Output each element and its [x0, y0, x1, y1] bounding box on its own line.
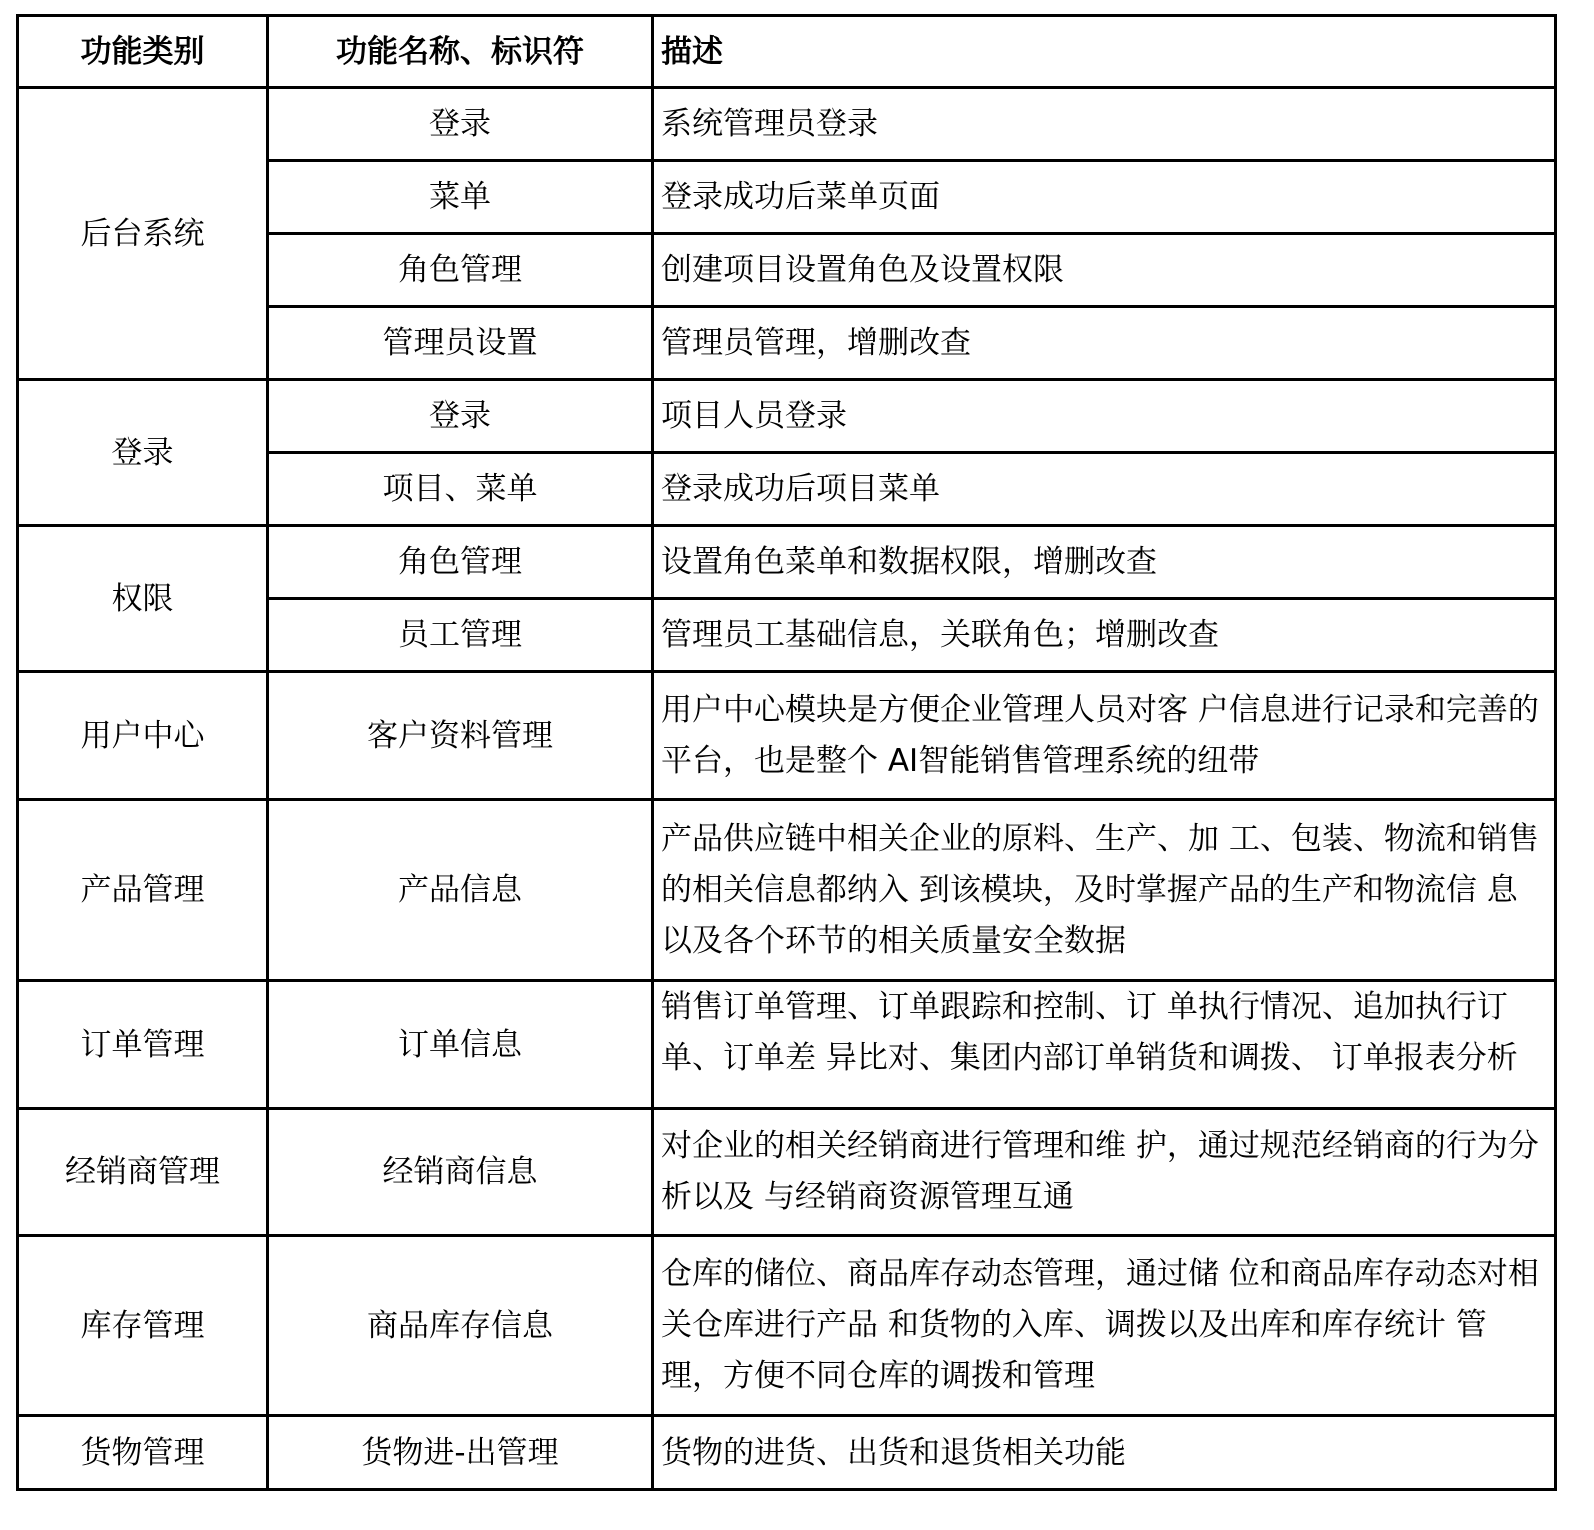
table-row	[18, 981, 1556, 1109]
description-cell: 对企业的相关经销商进行管理和维 护，通过规范经销商的行为分析以及 与经销商资源管理互通	[653, 1109, 1556, 1236]
table-row	[18, 800, 1556, 981]
category-cell: 登录	[18, 380, 268, 526]
name-cell: 员工管理	[268, 599, 653, 672]
header-name: 功能名称、标识符	[268, 16, 653, 88]
name-cell: 登录	[268, 380, 653, 453]
description-cell: 登录成功后菜单页面	[653, 161, 1556, 234]
table-header-row	[18, 16, 1556, 88]
feature-table-container	[16, 14, 1554, 1491]
category-cell: 用户中心	[18, 672, 268, 800]
name-cell: 角色管理	[268, 234, 653, 307]
description-cell	[653, 981, 1556, 1109]
category-cell: 订单管理	[18, 981, 268, 1109]
description-cell: 系统管理员登录	[653, 88, 1556, 161]
description-cell: 项目人员登录	[653, 380, 1556, 453]
feature-table	[16, 14, 1557, 1491]
description-cell: 仓库的储位、商品库存动态管理，通过储 位和商品库存动态对相关仓库进行产品 和货物的入库、调拨以及出库和库存统计 管理，方便不同仓库的调拨和管理	[653, 1236, 1556, 1416]
name-cell: 订单信息	[268, 981, 653, 1109]
name-cell: 经销商信息	[268, 1109, 653, 1236]
name-cell: 商品库存信息	[268, 1236, 653, 1416]
category-cell: 库存管理	[18, 1236, 268, 1416]
category-cell: 后台系统	[18, 88, 268, 380]
name-cell: 货物进-出管理	[268, 1416, 653, 1490]
description-cell: 管理员工基础信息，关联角色；增删改查	[653, 599, 1556, 672]
name-cell: 产品信息	[268, 800, 653, 981]
table-row	[18, 1236, 1556, 1416]
description-cell: 货物的进货、出货和退货相关功能	[653, 1416, 1556, 1490]
name-cell: 菜单	[268, 161, 653, 234]
header-category: 功能类别	[18, 16, 268, 88]
header-description: 描述	[653, 16, 1556, 88]
table-row	[18, 526, 1556, 599]
name-cell: 管理员设置	[268, 307, 653, 380]
category-cell: 货物管理	[18, 1416, 268, 1490]
name-cell: 客户资料管理	[268, 672, 653, 800]
description-cell: 登录成功后项目菜单	[653, 453, 1556, 526]
description-cell: 设置角色菜单和数据权限，增删改查	[653, 526, 1556, 599]
table-row	[18, 1416, 1556, 1490]
category-cell: 产品管理	[18, 800, 268, 981]
description-cell: 产品供应链中相关企业的原料、生产、加 工、包装、物流和销售的相关信息都纳入 到该模块，及时掌握产品的生产和物流信 息以及各个环节的相关质量安全数据	[653, 800, 1556, 981]
table-row	[18, 672, 1556, 800]
name-cell: 登录	[268, 88, 653, 161]
table-row	[18, 1109, 1556, 1236]
description-text: 销售订单管理、订单跟踪和控制、订 单执行情况、追加执行订单、订单差 异比对、集团内部订单销货和调拨、 订单报表分析	[661, 989, 1518, 1076]
description-cell: 用户中心模块是方便企业管理人员对客 户信息进行记录和完善的平台，也是整个 AI智能销售管理系统的纽带	[653, 672, 1556, 800]
table-row	[18, 88, 1556, 161]
description-cell: 创建项目设置角色及设置权限	[653, 234, 1556, 307]
name-cell: 项目、菜单	[268, 453, 653, 526]
name-cell: 角色管理	[268, 526, 653, 599]
description-cell: 管理员管理，增删改查	[653, 307, 1556, 380]
category-cell: 权限	[18, 526, 268, 672]
table-row	[18, 380, 1556, 453]
category-cell: 经销商管理	[18, 1109, 268, 1236]
